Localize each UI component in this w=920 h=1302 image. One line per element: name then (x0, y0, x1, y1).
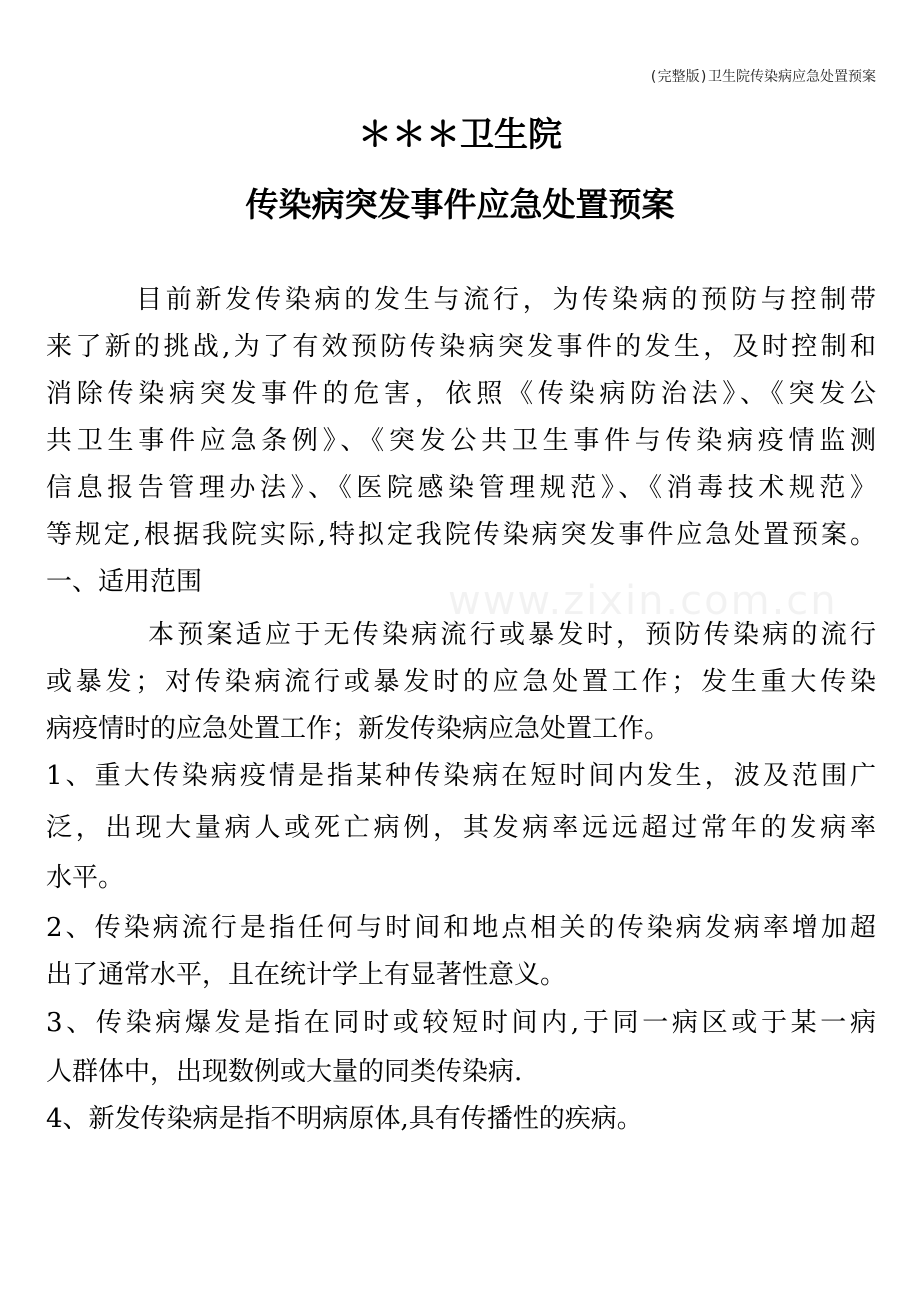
intro-line: 信息报告管理办法》、《医院感染管理规范》、《消毒技术规范》 (46, 473, 876, 503)
intro-line: 来了新的挑战,为了有效预防传染病突发事件的发生，及时控制和 (46, 332, 876, 362)
page-title: ＊＊＊卫生院 (358, 115, 562, 155)
scope-line: 病疫情时的应急处置工作；新发传染病应急处置工作。 (46, 714, 671, 744)
section-heading: 一、适用范围 (46, 567, 203, 597)
item-line: 水平。 (46, 863, 125, 893)
item-line: 泛，出现大量病人或死亡病例，其发病率远远超过常年的发病率 (46, 813, 876, 843)
scope-line: 本预案适应于无传染病流行或暴发时，预防传染病的流行 (148, 620, 876, 650)
item-line: 2、传染病流行是指任何与时间和地点相关的传染病发病率增加超 (46, 913, 876, 943)
intro-line: 目前新发传染病的发生与流行，为传染病的预防与控制带 (136, 285, 876, 315)
item-line: 人群体中，出现数例或大量的同类传染病. (46, 1057, 523, 1087)
watermark-text: www.zixin.com.cn (448, 578, 838, 624)
running-header: (完整版)卫生院传染病应急处置预案 (649, 69, 876, 85)
intro-line: 共卫生事件应急条例》、《突发公共卫生事件与传染病疫情监测 (46, 426, 876, 456)
item-line: 3、传染病爆发是指在同时或较短时间内,于同一病区或于某一病 (46, 1008, 876, 1038)
scope-line: 或暴发；对传染病流行或暴发时的应急处置工作；发生重大传染 (46, 667, 876, 697)
item-line: 1、重大传染病疫情是指某种传染病在短时间内发生，波及范围广 (46, 761, 876, 791)
item-line: 4、新发传染病是指不明病原体,具有传播性的疾病。 (46, 1104, 643, 1134)
item-line: 出了通常水平，且在统计学上有显著性意义。 (46, 960, 567, 990)
page-subtitle: 传染病突发事件应急处置预案 (245, 185, 675, 224)
intro-line: 等规定,根据我院实际,特拟定我院传染病突发事件应急处置预案。 (46, 520, 876, 550)
intro-line: 消除传染病突发事件的危害，依照《传染病防治法》、《突发公 (46, 379, 876, 409)
